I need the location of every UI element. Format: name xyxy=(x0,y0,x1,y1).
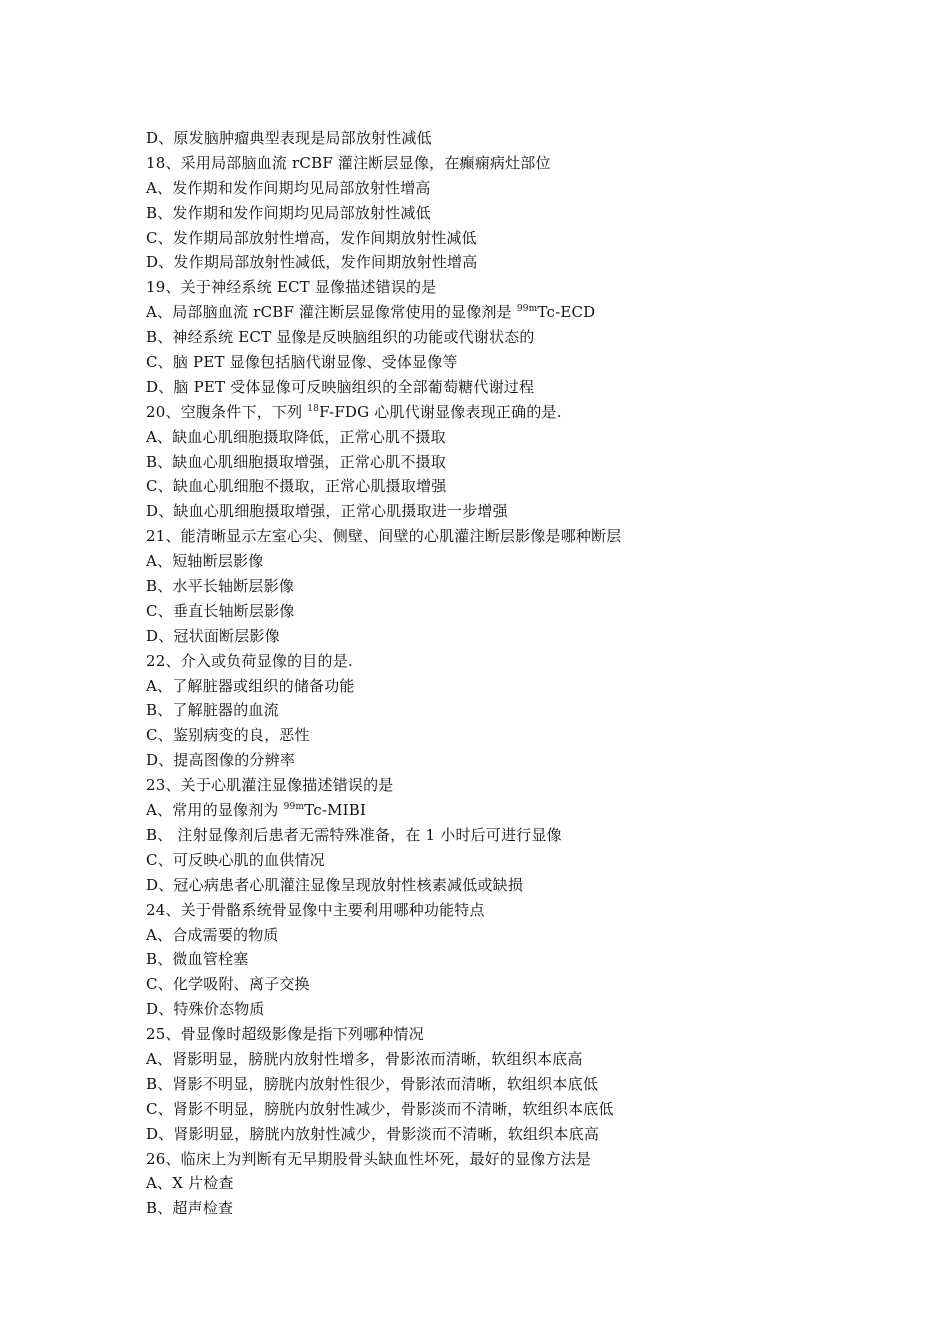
line-text: A、局部脑血流 rCBF 灌注断层显像常使用的显像剂是 xyxy=(146,303,517,322)
text-line xyxy=(146,624,866,649)
line-text: 19、关于神经系统 ECT 显像描述错误的是 xyxy=(146,278,437,297)
line-text: D、脑 PET 受体显像可反映脑组织的全部葡萄糖代谢过程 xyxy=(146,377,535,396)
text-line xyxy=(146,250,866,275)
text-line xyxy=(146,748,866,773)
line-text: B、发作期和发作间期均见局部放射性减低 xyxy=(146,203,431,222)
line-text: B、肾影不明显，膀胱内放射性很少，骨影浓而清晰，软组织本底低 xyxy=(146,1074,599,1093)
text-line xyxy=(146,450,866,475)
line-text: C、垂直长轴断层影像 xyxy=(146,601,295,620)
line-text: D、发作期局部放射性减低，发作间期放射性增高 xyxy=(146,253,478,272)
text-line xyxy=(146,649,866,674)
question-text-block xyxy=(146,126,866,1221)
line-text-continued: Tc-MIBI xyxy=(304,801,367,820)
text-line xyxy=(146,698,866,723)
text-line xyxy=(146,723,866,748)
isotope-superscript: 99m xyxy=(283,802,305,813)
line-text: C、化学吸附、离子交换 xyxy=(146,975,310,994)
text-line xyxy=(146,873,866,898)
text-line xyxy=(146,599,866,624)
line-text: C、肾影不明显，膀胱内放射性减少，骨影淡而不清晰，软组织本底低 xyxy=(146,1099,614,1118)
text-line xyxy=(146,275,866,300)
line-text: B、水平长轴断层影像 xyxy=(146,577,295,596)
text-line xyxy=(146,400,866,425)
line-text: A、合成需要的物质 xyxy=(146,925,279,944)
line-text: D、缺血心肌细胞摄取增强，正常心肌摄取进一步增强 xyxy=(146,502,508,521)
text-line xyxy=(146,1047,866,1072)
text-line xyxy=(146,524,866,549)
text-line xyxy=(146,151,866,176)
line-text: 21、能清晰显示左室心尖、侧壁、间壁的心肌灌注断层影像是哪种断层 xyxy=(146,527,622,546)
text-line xyxy=(146,773,866,798)
text-line xyxy=(146,226,866,251)
line-text: 22、介入或负荷显像的目的是. xyxy=(146,651,353,670)
text-line xyxy=(146,1196,866,1221)
text-line xyxy=(146,798,866,823)
text-line xyxy=(146,947,866,972)
line-text: A、发作期和发作间期均见局部放射性增高 xyxy=(146,178,431,197)
line-text: A、X 片检查 xyxy=(146,1174,234,1193)
line-text: B、神经系统 ECT 显像是反映脑组织的功能或代谢状态的 xyxy=(146,328,535,347)
text-line xyxy=(146,823,866,848)
text-line xyxy=(146,350,866,375)
line-text: D、提高图像的分辨率 xyxy=(146,751,296,770)
text-line xyxy=(146,499,866,524)
text-line xyxy=(146,201,866,226)
isotope-superscript: 99m xyxy=(516,304,538,315)
line-text: A、了解脏器或组织的储备功能 xyxy=(146,676,355,695)
line-text: D、原发脑肿瘤典型表现是局部放射性减低 xyxy=(146,129,432,147)
line-text: A、缺血心肌细胞摄取降低，正常心肌不摄取 xyxy=(146,427,446,446)
line-text: C、发作期局部放射性增高，发作间期放射性减低 xyxy=(146,228,477,247)
line-text: B、微血管栓塞 xyxy=(146,950,249,969)
line-text: C、鉴别病变的良，恶性 xyxy=(146,726,310,745)
text-line xyxy=(146,474,866,499)
line-text: B、 注射显像剂后患者无需特殊准备，在 1 小时后可进行显像 xyxy=(146,825,562,844)
line-text-continued: Tc-ECD xyxy=(537,303,596,322)
text-line xyxy=(146,997,866,1022)
text-line xyxy=(146,848,866,873)
text-line xyxy=(146,1022,866,1047)
line-text: B、超声检查 xyxy=(146,1199,234,1218)
text-line xyxy=(146,898,866,923)
text-line xyxy=(146,176,866,201)
text-line xyxy=(146,375,866,400)
text-line xyxy=(146,549,866,574)
line-text: D、特殊价态物质 xyxy=(146,1000,265,1019)
text-line xyxy=(146,674,866,699)
line-text: 24、关于骨骼系统骨显像中主要利用哪种功能特点 xyxy=(146,900,485,919)
line-text: D、肾影明显，膀胱内放射性减少，骨影淡而不清晰，软组织本底高 xyxy=(146,1124,600,1143)
line-text: 25、骨显像时超级影像是指下列哪种情况 xyxy=(146,1025,424,1044)
line-text: 18、采用局部脑血流 rCBF 灌注断层显像，在癫痫病灶部位 xyxy=(146,153,551,172)
line-text: A、肾影明显，膀胱内放射性增多，骨影浓而清晰，软组织本底高 xyxy=(146,1049,583,1068)
text-line xyxy=(146,574,866,599)
line-text: C、脑 PET 显像包括脑代谢显像、受体显像等 xyxy=(146,353,458,372)
line-text: 23、关于心肌灌注显像描述错误的是 xyxy=(146,776,394,795)
line-text: A、短轴断层影像 xyxy=(146,552,264,571)
text-line xyxy=(146,1171,866,1196)
line-text: C、可反映心肌的血供情况 xyxy=(146,850,325,869)
text-line xyxy=(146,126,866,151)
line-text: A、常用的显像剂为 xyxy=(146,801,284,820)
line-text: 26、临床上为判断有无早期股骨头缺血性坏死，最好的显像方法是 xyxy=(146,1149,592,1168)
text-line xyxy=(146,972,866,997)
text-line xyxy=(146,325,866,350)
line-text-continued: F-FDG 心肌代谢显像表现正确的是. xyxy=(319,402,562,421)
line-text: B、了解脏器的血流 xyxy=(146,701,279,720)
line-text: D、冠状面断层影像 xyxy=(146,626,280,645)
line-text: C、缺血心肌细胞不摄取，正常心肌摄取增强 xyxy=(146,477,447,496)
text-line xyxy=(146,1097,866,1122)
line-text: B、缺血心肌细胞摄取增强，正常心肌不摄取 xyxy=(146,452,447,471)
text-line xyxy=(146,1147,866,1172)
line-text: 20、空腹条件下，下列 xyxy=(146,402,308,421)
text-line xyxy=(146,1122,866,1147)
text-line xyxy=(146,923,866,948)
text-line xyxy=(146,300,866,325)
text-line xyxy=(146,1072,866,1097)
isotope-superscript: 18 xyxy=(307,403,320,414)
text-line xyxy=(146,425,866,450)
line-text: D、冠心病患者心肌灌注显像呈现放射性核素减低或缺损 xyxy=(146,875,524,894)
